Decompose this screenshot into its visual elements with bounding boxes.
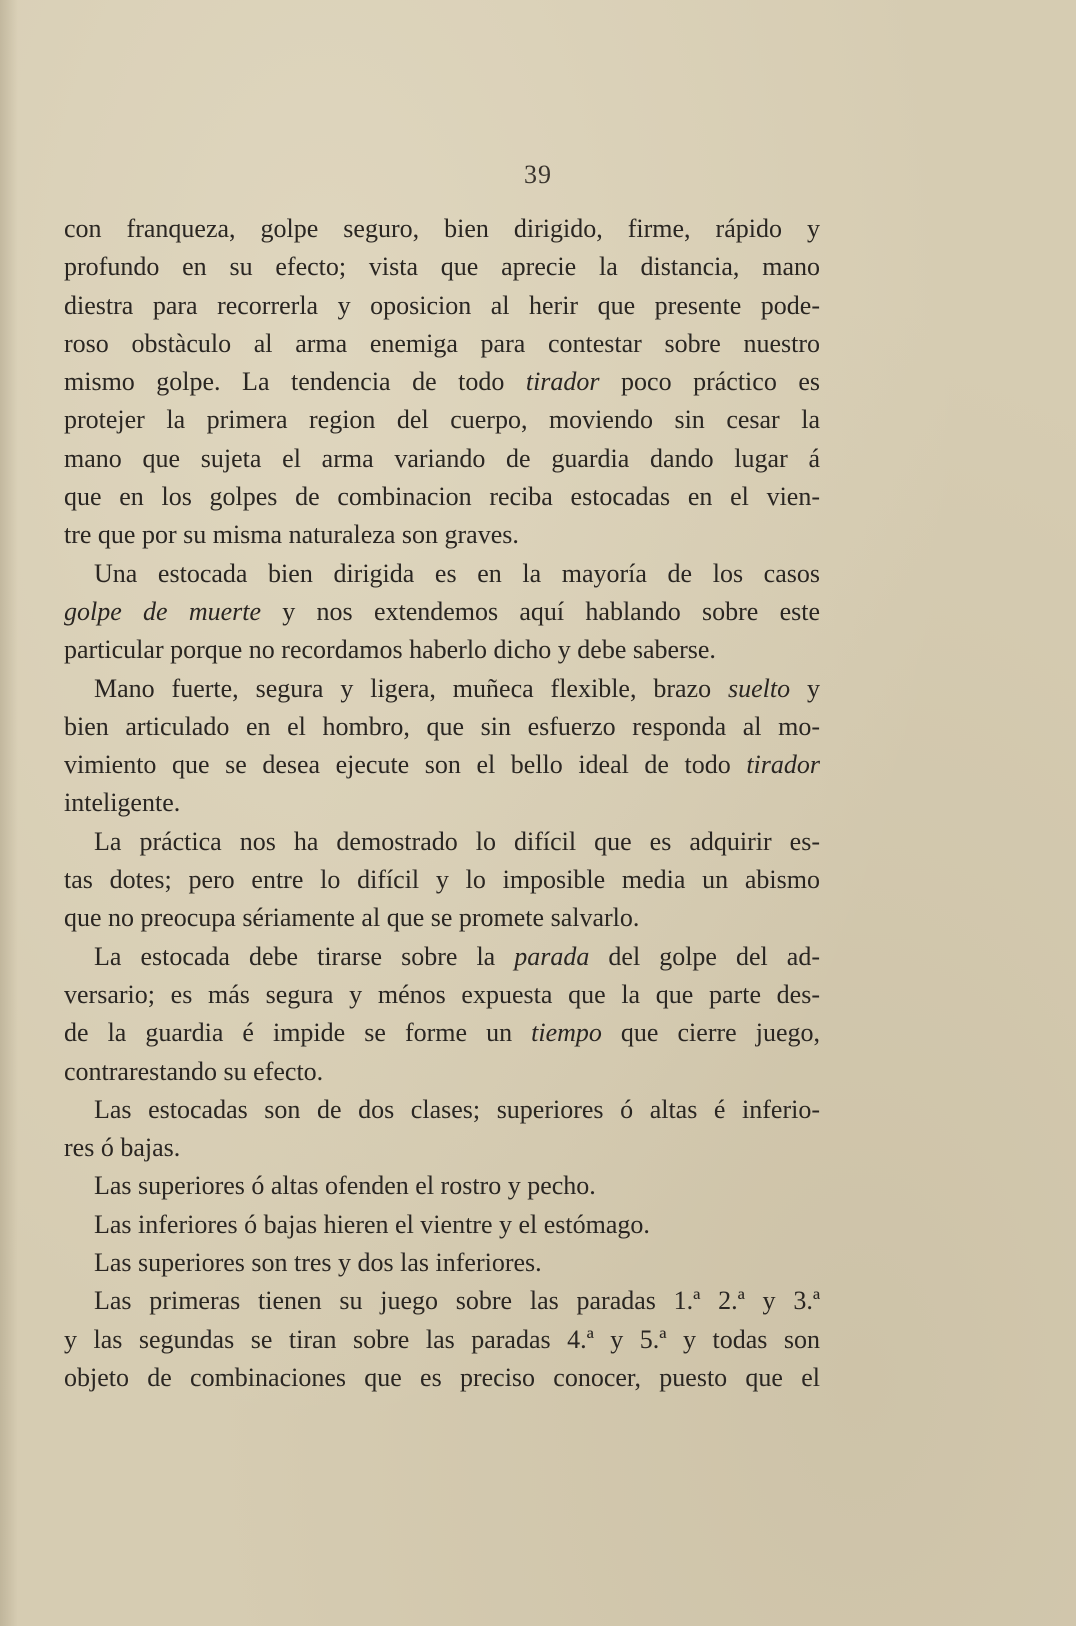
italic-term: tiempo [531,1018,602,1048]
page-edge-shadow [0,0,18,1626]
text-line: con franqueza, golpe seguro, bien dirigido, firme, rápido y [64,214,820,243]
page-number: 39 [524,160,552,189]
text-line: que no preocupa sériamente al que se promete salvarlo. [64,903,640,933]
text-run: y [790,673,820,703]
text-line: La práctica nos ha demostrado lo difícil que es adquirir es- [94,826,820,856]
text-line: inteligente. [64,788,181,818]
text-line: y las segundas se tiran sobre las paradas 4.ª y 5.ª y todas son [64,1324,820,1354]
italic-term: tirador [746,750,820,780]
text-line [64,593,820,631]
text-line: mano que sujeta el arma variando de guardia dando lugar á [64,443,820,473]
text-line [64,1014,820,1052]
text-line: Las inferiores ó bajas hieren el vientre y el estómago. [94,1209,650,1239]
text-line: versario; es más segura y ménos expuesta que la que parte des- [64,979,820,1009]
text-line: roso obstàculo al arma enemiga para contestar sobre nuestro [64,328,820,358]
text-line: Una estocada bien dirigida es en la mayoría de los casos [94,558,820,588]
text-line: protejer la primera region del cuerpo, moviendo sin cesar la [64,405,820,435]
body-text [64,210,820,1397]
text-line: contrarestando su efecto. [64,1056,324,1086]
text-run: del golpe del ad- [589,941,820,971]
text-run: vimiento que se desea ejecute son el bello ideal de todo [64,750,747,780]
italic-term: parada [514,941,590,971]
text-run: mismo golpe. La tendencia de todo [64,367,526,397]
text-run: poco práctico es [599,367,820,397]
text-line: objeto de combinaciones que es preciso conocer, puesto que el [64,1362,820,1392]
text-run: de la guardia é impide se forme un [64,1018,532,1048]
text-run: La estocada debe tirarse sobre la [94,941,515,971]
text-run: Mano fuerte, segura y ligera, muñeca flexible, brazo [94,673,728,703]
text-line [64,938,820,976]
text-line: Las primeras tienen su juego sobre las paradas 1.ª 2.ª y 3.ª [94,1286,820,1316]
text-run: que cierre juego, [601,1018,820,1048]
text-line: particular porque no recordamos haberlo dicho y debe saberse. [64,635,716,665]
text-line: que en los golpes de combinacion reciba estocadas en el vien- [64,482,820,512]
text-line [64,746,820,784]
text-line: Las superiores ó altas ofenden el rostro y pecho. [94,1171,596,1201]
text-line [64,670,820,708]
text-line: tas dotes; pero entre lo difícil y lo imposible media un abismo [64,865,820,895]
text-line: res ó bajas. [64,1133,181,1163]
text-line: Las superiores son tres y dos las inferiores. [94,1248,542,1278]
text-line: Las estocadas son de dos clases; superiores ó altas é inferio- [94,1094,820,1124]
italic-term: tirador [525,367,600,397]
text-line: diestra para recorrerla y oposicion al herir que presente pode- [64,290,820,320]
italic-term: suelto [728,673,791,703]
italic-term: golpe de muerte [64,596,262,626]
text-run: y nos extendemos aquí hablando sobre este [261,596,820,626]
text-line: tre que por su misma naturaleza son graves. [64,520,519,550]
text-line: bien articulado en el hombro, que sin esfuerzo responda al mo- [64,711,820,741]
text-line: profundo en su efecto; vista que aprecie la distancia, mano [64,252,820,282]
text-line [64,363,820,401]
